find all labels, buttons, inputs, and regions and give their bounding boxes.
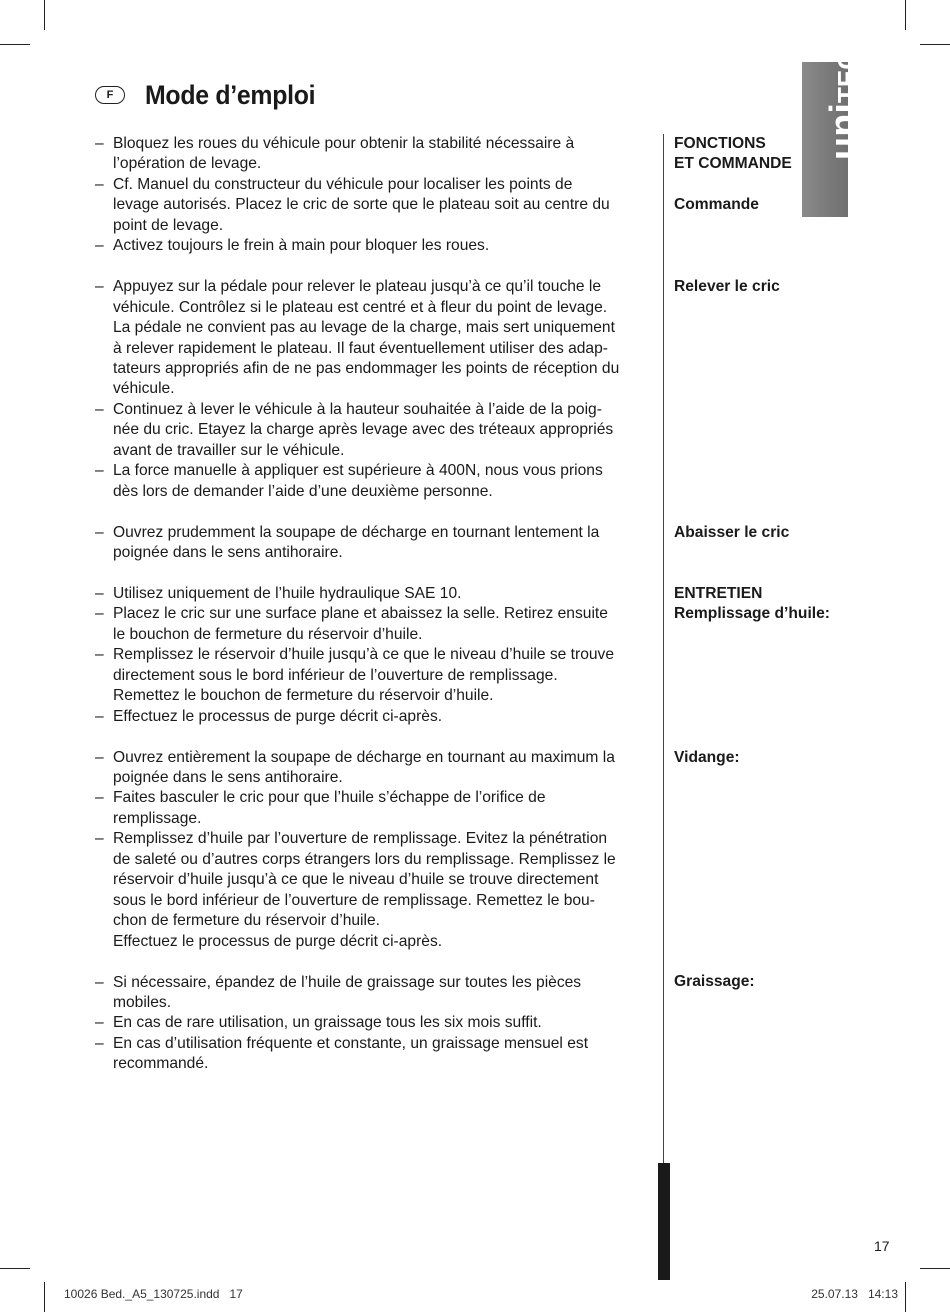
list-item-text: Utilisez uniquement de l’huile hydraulique SAE 10. [113, 584, 462, 602]
brand-logo-text: uniTEC [823, 51, 865, 160]
section-gap [95, 257, 660, 277]
crop-mark [0, 44, 30, 45]
list-item-continuation: l’opération de levage. [113, 155, 262, 173]
side-label: Relever le cric [674, 278, 780, 296]
list-item [95, 175, 660, 195]
section-gap [95, 502, 660, 522]
dash-bullet: – [95, 523, 104, 541]
list-item [95, 1034, 660, 1054]
list-item-text: Appuyez sur la pédale pour relever le plateau jusqu’à ce qu’il touche le [113, 278, 602, 296]
list-item-text: Bloquez les roues du véhicule pour obtenir la stabilité nécessaire à [113, 135, 575, 152]
dash-bullet: – [95, 748, 104, 766]
dash-bullet: – [95, 646, 104, 664]
side-label: Remplissage d’huile: [674, 605, 830, 623]
list-item-continuation: de saleté ou d’autres corps étrangers lors du remplissage. Remplissez le [113, 850, 616, 868]
dash-bullet: – [95, 237, 104, 255]
list-item [95, 584, 660, 604]
crop-mark [920, 44, 950, 45]
list-item-continuation: Remettez le bouchon de fermeture du réservoir d’huile. [113, 687, 494, 705]
list-item-continuation: véhicule. Contrôlez si le plateau est centré et à fleur du point de levage. [113, 298, 608, 316]
page-title: Mode d’emploi [145, 79, 316, 110]
side-label: Graissage: [674, 973, 755, 991]
side-label: ENTRETIEN [674, 584, 763, 602]
dash-bullet: – [95, 135, 104, 152]
crop-mark [905, 1282, 906, 1312]
list-item-continuation: née du cric. Etayez la charge après levage avec des tréteaux appropriés [113, 421, 614, 439]
list-item-text: Activez toujours le frein à main pour bloquer les roues. [113, 237, 490, 255]
list-item [95, 1013, 660, 1033]
list-item-continuation: à relever rapidement le plateau. Il faut éventuellement utiliser des adap- [113, 339, 608, 357]
dash-bullet: – [95, 973, 104, 991]
list-item [95, 788, 660, 808]
list-item-text: En cas de rare utilisation, un graissage tous les six mois suffit. [113, 1014, 542, 1032]
list-item [95, 829, 660, 849]
list-item-continuation: mobiles. [113, 993, 172, 1011]
crop-mark [0, 1268, 30, 1269]
list-item [95, 134, 660, 154]
dash-bullet: – [95, 830, 104, 848]
list-item [95, 523, 660, 543]
crop-mark [905, 0, 906, 30]
list-item-continuation: directement sous le bord inférieur de l’ouverture de remplissage. [113, 666, 558, 684]
side-label: Abaisser le cric [674, 523, 790, 541]
column-divider [663, 134, 664, 1279]
list-item [95, 400, 660, 420]
crop-mark [44, 1282, 45, 1312]
list-item [95, 748, 660, 768]
list-item-continuation: poignée dans le sens antihoraire. [113, 768, 343, 786]
list-item-continuation: sous le bord inférieur de l’ouverture de remplissage. Remettez le bou- [113, 891, 595, 909]
list-item [95, 973, 660, 993]
list-item-continuation: remplissage. [113, 809, 202, 827]
dash-bullet: – [95, 175, 104, 193]
dash-bullet: – [95, 1034, 104, 1052]
list-item-text: Effectuez le processus de purge décrit ci-après. [113, 707, 443, 725]
dash-bullet: – [95, 462, 104, 480]
list-item-text: Remplissez le réservoir d’huile jusqu’à ce que le niveau d’huile se trouve [113, 646, 615, 664]
list-item-continuation: chon de fermeture du réservoir d’huile. [113, 912, 380, 930]
list-item-continuation: poignée dans le sens antihoraire. [113, 544, 343, 562]
dash-bullet: – [95, 789, 104, 807]
print-slug-date: 25.07.13 14:13 [811, 1287, 898, 1301]
list-item-continuation: point de levage. [113, 216, 224, 234]
dash-bullet: – [95, 707, 104, 725]
section-gap [95, 563, 660, 583]
crop-mark [920, 1268, 950, 1269]
list-item-continuation: tateurs appropriés afin de ne pas endommager les points de réception du [113, 359, 620, 377]
list-item-continuation: levage autorisés. Placez le cric de sorte que le plateau soit au centre du [113, 196, 610, 214]
print-slug-file: 10026 Bed._A5_130725.indd 17 [64, 1287, 243, 1301]
page-header [95, 78, 330, 112]
thumb-index-bar [658, 1163, 670, 1280]
side-label: Commande [674, 196, 759, 214]
section-gap [95, 952, 660, 972]
list-item-continuation: le bouchon de fermeture du réservoir d’huile. [113, 625, 423, 643]
list-item-continuation: Effectuez le processus de purge décrit ci-après. [113, 932, 443, 950]
list-item-continuation: La pédale ne convient pas au levage de la charge, mais sert uniquement [113, 319, 615, 337]
list-item [95, 604, 660, 624]
dash-bullet: – [95, 400, 104, 418]
list-item-text: Ouvrez entièrement la soupape de décharge en tournant au maximum la [113, 748, 615, 766]
list-item-continuation: véhicule. [113, 380, 175, 398]
page-number: 17 [874, 1238, 890, 1254]
list-item [95, 645, 660, 665]
dash-bullet: – [95, 1014, 104, 1032]
list-item-text: La force manuelle à appliquer est supérieure à 400N, nous vous prions [113, 462, 603, 480]
list-item-continuation: recommandé. [113, 1055, 209, 1073]
list-item-continuation: dès lors de demander l’aide d’une deuxième personne. [113, 482, 493, 500]
list-item-text: En cas d’utilisation fréquente et constante, un graissage mensuel est [113, 1034, 589, 1052]
side-label: FONCTIONS [674, 135, 766, 152]
dash-bullet: – [95, 584, 104, 602]
list-item-text: Faites basculer le cric pour que l’huile s’échappe de l’orifice de [113, 789, 546, 807]
side-label: Vidange: [674, 748, 740, 766]
list-item-text: Placez le cric sur une surface plane et abaissez la selle. Retirez ensuite [113, 605, 608, 623]
side-label: ET COMMANDE [674, 155, 792, 173]
language-badge: F [95, 86, 125, 104]
list-item-text: Remplissez d’huile par l’ouverture de remplissage. Evitez la pénétration [113, 830, 608, 848]
list-item-text: Continuez à lever le véhicule à la hauteur souhaitée à l’aide de la poig- [113, 400, 602, 418]
list-item [95, 461, 660, 481]
list-item [95, 236, 660, 256]
list-item-text: Si nécessaire, épandez de l’huile de graissage sur toutes les pièces [113, 973, 582, 991]
instructions-column [95, 134, 660, 1075]
list-item [95, 277, 660, 297]
dash-bullet: – [95, 605, 104, 623]
list-item-continuation: avant de travailler sur le véhicule. [113, 441, 345, 459]
dash-bullet: – [95, 278, 104, 296]
list-item-continuation: réservoir d’huile jusqu’à ce que le niveau d’huile se trouve directement [113, 871, 599, 889]
list-item-text: Ouvrez prudemment la soupape de décharge en tournant lentement la [113, 523, 600, 541]
section-gap [95, 727, 660, 747]
list-item [95, 707, 660, 727]
crop-mark [44, 0, 45, 30]
list-item-text: Cf. Manuel du constructeur du véhicule pour localiser les points de [113, 175, 573, 193]
